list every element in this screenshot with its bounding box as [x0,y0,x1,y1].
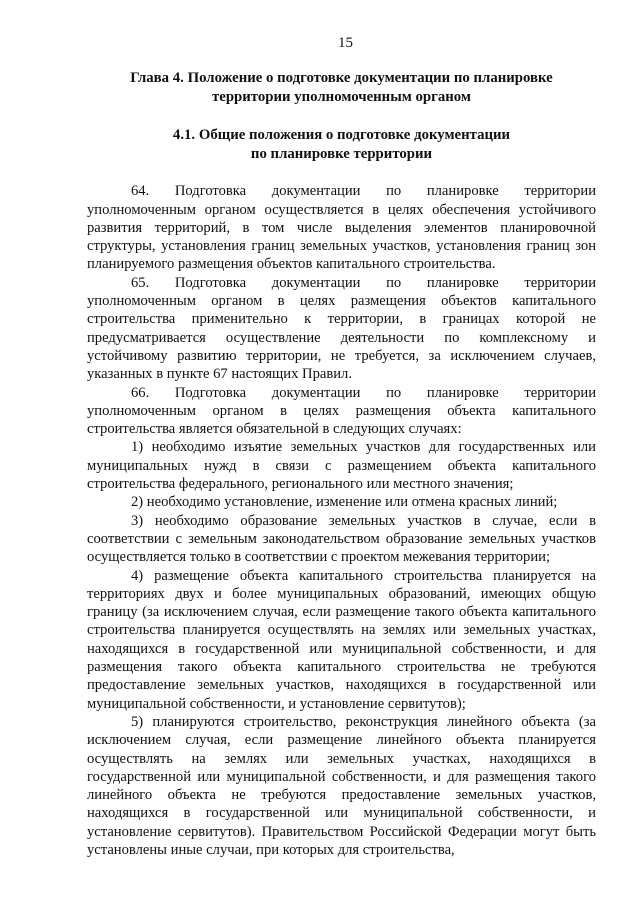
list-item-1: 1) необходимо изъятие земельных участков для государственных или муниципальных нужд в связи с размещением объекта капитального строительства федерального, регионального или местного значения; [87,439,596,493]
paragraph-66: 66. Подготовка документации по планировке территории уполномоченным органом в целях размещения объекта капитального строительства является обязательной в следующих случаях: [87,384,596,438]
list-item-4: 4) размещение объекта капитального строительства планируется на территориях двух и более муниципальных образований, имеющих общую границу (за исключением случая, если размещение такого объекта капитального строительства планируется осуществлять на землях или земельных участках, находящихся в государственной или муниципальной собственности, и для размещения такого объекта капитального строительства не требуются предоставление земельных участков, находящихся в государственной или муниципальной собственности, и установление сервитутов); [87,567,596,712]
page-number: 15 [338,35,353,51]
chapter-title-line-2: территории уполномоченным органом [211,89,471,106]
section-title [87,126,596,164]
chapter-title [87,69,596,107]
paragraph-65: 65. Подготовка документации по планировке территории уполномоченным органом в целях размещения объектов капитального строительства применительно к территории, в границах которой не предусматривается осуществление деятельности по комплексному и устойчивому развитию территории, не требуется, за исключением случаев, указанных в пункте 67 настоящих Правил. [87,274,596,383]
section-title-line-1: 4.1. Общие положения о подготовке документации [172,127,511,144]
list-item-5: 5) планируются строительство, реконструкция линейного объекта (за исключением случая, если размещение линейного объекта планируется осуществлять на землях или земельных участках, находящихся в государственной или муниципальной собственности, и для размещения такого линейного объекта не требуются предоставление земельных участков, находящихся в государственной или муниципальной собственности, и установление сервитутов). Правительством Российской Федерации могут быть установлены иные случаи, при которых для строительства, [87,713,596,858]
list-item-2: 2) необходимо установление, изменение или отмена красных линий; [131,494,558,511]
chapter-title-line-1: Глава 4. Положение о подготовке документации по планировке [130,70,553,87]
list-item-3: 3) необходимо образование земельных участков в случае, если в соответствии с земельным законодательством образование земельных участков осуществляется только в соответствии с проектом межевания территории; [87,512,596,566]
paragraph-64: 64. Подготовка документации по планировке территории уполномоченным органом осуществляется в целях обеспечения устойчивого развития территорий, в том числе выделения элементов планировочной структуры, установления границ земельных участков, установления границ зон планируемого размещения объектов капитального строительства. [87,183,596,273]
section-title-line-2: по планировке территории [250,146,433,163]
